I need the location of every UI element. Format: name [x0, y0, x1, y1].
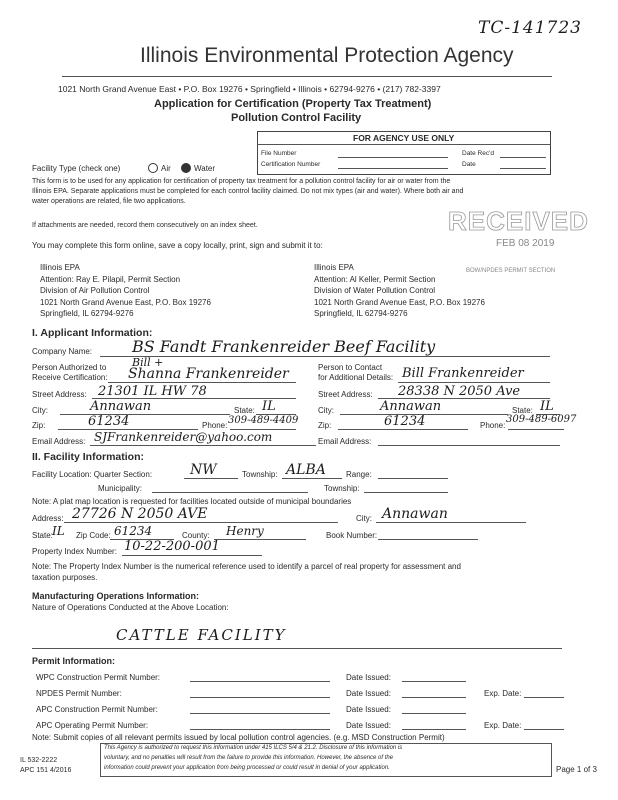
apc-operating-label: APC Operating Permit Number: [36, 721, 149, 730]
agency-use-divider [257, 144, 550, 145]
npdes-permit-line [190, 697, 330, 698]
range-line [378, 478, 448, 479]
county-value[interactable]: Henry [226, 524, 264, 538]
nature-of-operations-label: Nature of Operations Conducted at the Above Location: [32, 603, 229, 612]
contact-label-2: for Additional Details: [318, 373, 394, 382]
book-number-line [378, 539, 478, 540]
state-2-label: State: [512, 406, 533, 415]
air-radio[interactable] [148, 163, 158, 173]
apc-oper-date-issued-label: Date Issued: [346, 721, 391, 730]
form-subtitle-2: Pollution Control Facility [231, 112, 362, 124]
pin-value[interactable]: 10-22-200-001 [124, 539, 220, 554]
disclaimer-line-2: voluntary, and no penalties will result from the failure to provide this information. However, the absence of the [104, 755, 394, 761]
city-2-label: City: [318, 406, 334, 415]
pin-note: Note: The Property Index Number is the numerical reference used to identify a parcel of real property for assessment and [32, 562, 461, 571]
apc-oper-date-issued-line [402, 729, 466, 730]
page-number: Page 1 of 3 [556, 765, 597, 774]
state-label: State: [234, 406, 255, 415]
zip-2-value[interactable]: 61234 [384, 414, 426, 429]
received-stamp: RECEIVED [448, 206, 589, 236]
zip-label: Zip: [32, 421, 46, 430]
facility-zip-label: Zip Code: [76, 531, 111, 540]
email-label: Email Address: [32, 437, 86, 446]
npdes-date-issued-label: Date Issued: [346, 689, 391, 698]
municipality-line [152, 492, 308, 493]
instructions-line-1: This form is to be used for any application for certification of property tax treatment for a pollution control facility for air or water from the [32, 178, 451, 185]
quarter-section-line [184, 478, 238, 479]
manufacturing-heading: Manufacturing Operations Information: [32, 591, 200, 601]
npdes-exp-date-line [524, 697, 564, 698]
permit-heading: Permit Information: [32, 656, 116, 666]
pin-note-2: taxation purposes. [32, 573, 98, 582]
form-subtitle: Application for Certification (Property Tax Treatment) [154, 98, 432, 110]
facility-address-value[interactable]: 27726 N 2050 AVE [72, 506, 208, 522]
township-2-label: Township: [324, 484, 360, 493]
quarter-section-value[interactable]: NW [190, 462, 217, 478]
npdes-date-issued-line [402, 697, 466, 698]
address-water [314, 262, 485, 320]
air-label: Air [161, 164, 171, 173]
apc-operating-line [190, 729, 330, 730]
file-number-label: File Number [261, 150, 297, 157]
title-rule [62, 76, 552, 77]
person-auth-line [108, 382, 296, 383]
zip-2-line [338, 429, 468, 430]
contact-label: Person to Contact [318, 363, 383, 372]
npdes-permit-label: NPDES Permit Number: [36, 689, 122, 698]
wpc-permit-label: WPC Construction Permit Number: [36, 673, 161, 682]
email-2-line [378, 445, 560, 446]
date-recd-line [500, 157, 546, 158]
email-value[interactable]: SJFrankenreider@yahoo.com [94, 430, 273, 444]
wpc-date-issued-label: Date Issued: [346, 673, 391, 682]
disclaimer-line-3: information could prevent your application from being processed or could result in denial of your application. [104, 765, 390, 771]
address-water-line: Illinois EPA [314, 263, 354, 272]
plat-map-note: Note: A plat map location is requested for facilities located outside of municipal boundaries [32, 497, 352, 506]
address-air-line: Division of Air Pollution Control [40, 286, 150, 295]
phone-2-line [508, 429, 564, 430]
phone-label: Phone: [202, 421, 228, 430]
address-air [40, 262, 211, 320]
state-value[interactable]: IL [262, 399, 276, 414]
street-address-label: Street Address: [32, 390, 87, 399]
cert-number-line [338, 168, 448, 169]
apc-const-date-issued-label: Date Issued: [346, 705, 391, 714]
apc-const-date-issued-line [402, 713, 466, 714]
facility-state-value[interactable]: IL [52, 524, 65, 538]
water-radio[interactable] [181, 163, 191, 173]
pin-line [122, 555, 262, 556]
company-name-value[interactable]: BS Fandt Frankenreider Beef Facility [132, 337, 436, 356]
received-stamp-section: BOW/NPDES PERMIT SECTION [466, 268, 556, 274]
township-value[interactable]: ALBA [286, 462, 326, 478]
nature-of-operations-value[interactable]: CATTLE FACILITY [116, 626, 287, 644]
form-code: IL 532-2222 [20, 757, 58, 764]
address-water-line: Attention: Al Keller, Permit Section [314, 274, 436, 284]
attachments-note: If attachments are needed, record them consecutively on an index sheet. [32, 222, 258, 229]
facility-location-label: Facility Location: Quarter Section: [32, 470, 153, 479]
cert-number-label: Certification Number [261, 161, 321, 168]
company-name-line [100, 356, 550, 357]
city-2-value[interactable]: Annawan [380, 399, 442, 414]
apc-oper-exp-date-label: Exp. Date: [484, 721, 522, 730]
contact-value[interactable]: Bill Frankenreider [402, 366, 524, 381]
address-water-line: Springfield, IL 62794-9276 [314, 309, 408, 318]
address-air-line: 1021 North Grand Avenue East, P.O. Box 19276 [40, 297, 211, 307]
phone-2-value[interactable]: 309-489-6097 [506, 414, 577, 425]
address-air-line: Illinois EPA [40, 263, 80, 272]
disclaimer-line-1: This Agency is authorized to request this information under 415 ILCS 5/4 & 21.2. Disclosure of this information is [104, 745, 403, 751]
zip-value[interactable]: 61234 [88, 414, 130, 429]
city-label: City: [32, 406, 48, 415]
state-2-value[interactable]: IL [540, 399, 554, 414]
instructions-line-2: Illinois EPA. Separate applications must be completed for each control facility claimed. Do not mix types (air and water). Where both air and [32, 188, 464, 195]
form-code-2: APC 151 4/2016 [20, 767, 72, 774]
facility-city-line [376, 522, 526, 523]
handwritten-reference-number: TC-141723 [478, 18, 582, 38]
facility-state-label: State: [32, 531, 53, 540]
date-line [500, 168, 546, 169]
apc-construction-label: APC Construction Permit Number: [36, 705, 158, 714]
online-submit-note: You may complete this form online, save a copy locally, print, sign and submit it to: [32, 241, 323, 250]
nature-line-1 [32, 648, 562, 649]
city-line [60, 414, 230, 415]
file-number-line [338, 157, 448, 158]
address-water-line: Division of Water Pollution Control [314, 286, 436, 295]
pin-label: Property Index Number: [32, 547, 117, 556]
township-2-line [364, 492, 448, 493]
facility-address-line [64, 522, 338, 523]
apc-oper-exp-date-line [524, 729, 564, 730]
township-line [282, 478, 342, 479]
water-label: Water [194, 164, 216, 173]
county-line [214, 539, 306, 540]
agency-address: 1021 North Grand Avenue East • P.O. Box 19276 • Springfield • Illinois • 62794-9276 • (217) 782-3397 [58, 84, 441, 94]
permit-note: Note: Submit copies of all relevant permits issued by local pollution control agencies. (e.g. MSD Construction Permit) [32, 733, 445, 742]
wpc-permit-line [190, 681, 330, 682]
street-address-value[interactable]: 21301 IL HW 78 [98, 384, 207, 399]
facility-type-label: Facility Type (check one) [32, 164, 121, 173]
received-stamp-date: FEB 08 2019 [496, 238, 555, 249]
address-air-line: Springfield, IL 62794-9276 [40, 309, 134, 318]
email-line [90, 445, 316, 446]
instructions-line-3: water operations are related, file two applications. [32, 198, 186, 205]
npdes-exp-date-label: Exp. Date: [484, 689, 522, 698]
facility-city-label: City: [356, 514, 372, 523]
street-address-2-value[interactable]: 28338 N 2050 Ave [398, 384, 521, 399]
person-auth-extra: Bill + [132, 356, 164, 369]
apc-construction-line [190, 713, 330, 714]
book-number-label: Book Number: [326, 531, 378, 540]
page-title: Illinois Environmental Protection Agency [140, 44, 514, 67]
email-2-label: Email Address: [318, 437, 372, 446]
phone-value[interactable]: 309-489-4409 [228, 415, 299, 426]
range-label: Range: [346, 470, 372, 479]
person-auth-label: Person Authorized to [32, 363, 107, 372]
facility-zip-value[interactable]: 61234 [114, 524, 153, 538]
county-label: County: [182, 531, 210, 540]
address-water-line: 1021 North Grand Avenue East, P.O. Box 19276 [314, 297, 485, 307]
street-address-2-label: Street Address: [318, 390, 373, 399]
municipality-label: Municipality: [98, 484, 143, 493]
facility-city-value[interactable]: Annawan [382, 506, 448, 522]
contact-line [398, 382, 550, 383]
date-recd-label: Date Rec'd [462, 150, 494, 157]
facility-address-label: Address: [32, 514, 64, 523]
date-label: Date [462, 161, 476, 168]
agency-use-title: FOR AGENCY USE ONLY [353, 133, 455, 143]
applicant-info-heading: I. Applicant Information: [32, 327, 153, 339]
address-air-line: Attention: Ray E. Pilapil, Permit Section [40, 274, 181, 284]
person-auth-value[interactable]: Shanna Frankenreider [128, 366, 289, 382]
company-name-label: Company Name: [32, 347, 93, 356]
person-auth-label-2: Receive Certification: [32, 373, 108, 382]
phone-2-label: Phone: [480, 421, 506, 430]
wpc-date-issued-line [402, 681, 466, 682]
facility-info-heading: II. Facility Information: [32, 451, 145, 463]
city-value[interactable]: Annawan [90, 399, 152, 414]
zip-2-label: Zip: [318, 421, 332, 430]
township-label: Township: [242, 470, 278, 479]
